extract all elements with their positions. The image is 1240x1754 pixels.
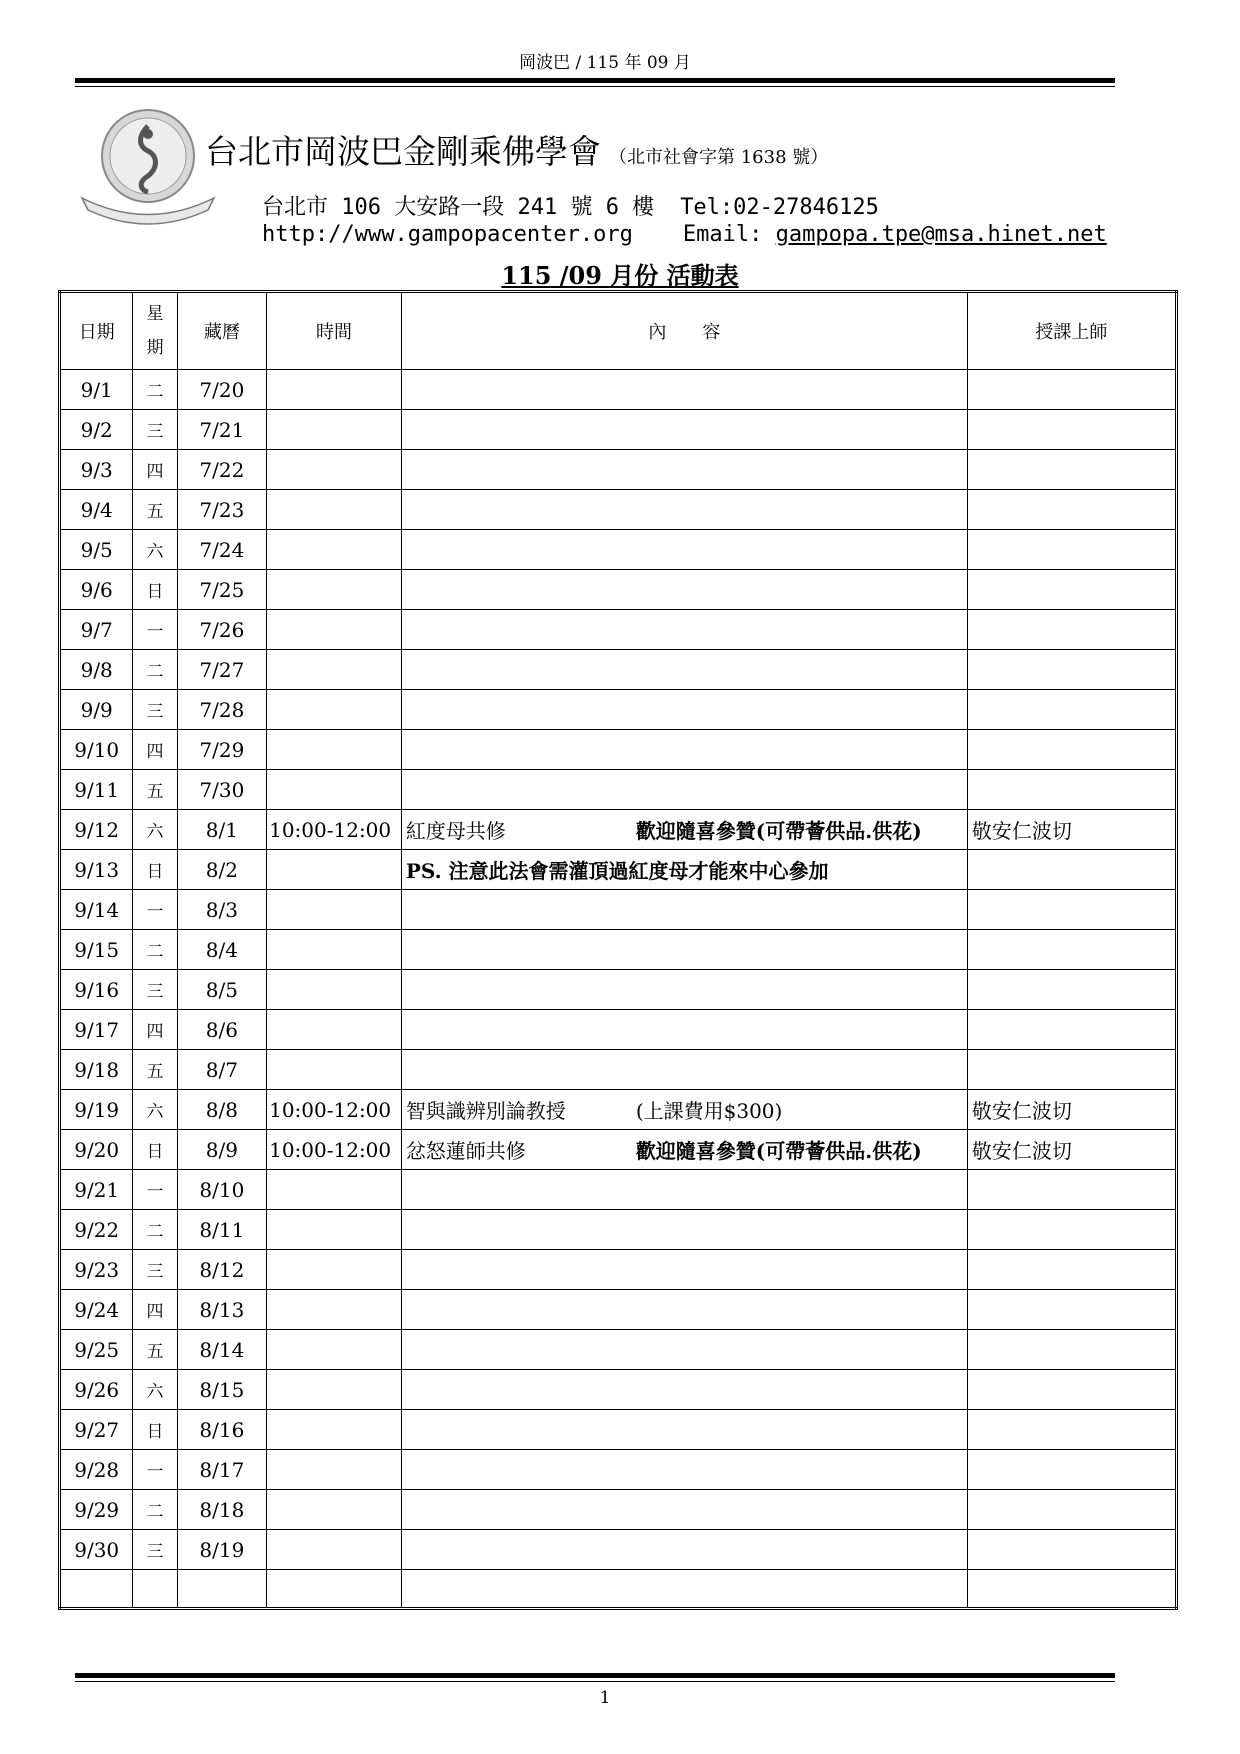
cell-lunar-date: 8/3 [177, 890, 266, 930]
cell-time [267, 1050, 402, 1090]
cell-lunar-date: 7/22 [177, 450, 266, 490]
cell-content [401, 1450, 967, 1490]
cell-weekday: 四 [133, 450, 177, 490]
cell-lunar-date: 8/11 [177, 1210, 266, 1250]
cell-content [401, 1090, 967, 1130]
website-link[interactable]: http://www.gampopacenter.org [262, 222, 633, 247]
cell-weekday: 日 [133, 850, 177, 890]
cell-time [267, 370, 402, 410]
cell-weekday: 三 [133, 1530, 177, 1570]
cell-lunar-date: 8/5 [177, 970, 266, 1010]
cell-empty [177, 1570, 266, 1609]
table-row [60, 1410, 1177, 1450]
cell-time [267, 1290, 402, 1330]
cell-content [401, 810, 967, 850]
cell-lunar-date: 8/4 [177, 930, 266, 970]
cell-weekday: 四 [133, 1290, 177, 1330]
header-weekday-2: 期 [146, 338, 164, 358]
cell-empty [967, 1570, 1176, 1609]
table-row [60, 690, 1177, 730]
header-content: 內 容 [401, 292, 967, 370]
cell-content [401, 1010, 967, 1050]
cell-content [401, 890, 967, 930]
registration-number: （北市社會字第 1638 號） [609, 147, 829, 168]
cell-weekday: 二 [133, 1490, 177, 1530]
address: 台北市 106 大安路一段 241 號 6 樓 [262, 195, 655, 220]
cell-teacher [967, 1170, 1176, 1210]
table-row [60, 1010, 1177, 1050]
cell-content [401, 1210, 967, 1250]
cell-teacher [967, 890, 1176, 930]
cell-weekday: 六 [133, 1090, 177, 1130]
cell-time [267, 850, 402, 890]
cell-lunar-date: 7/29 [177, 730, 266, 770]
cell-lunar-date: 7/26 [177, 610, 266, 650]
cell-content [401, 1290, 967, 1330]
cell-lunar-date: 8/18 [177, 1490, 266, 1530]
table-row [60, 1530, 1177, 1570]
cell-empty [401, 1570, 967, 1609]
cell-teacher [967, 610, 1176, 650]
cell-teacher [967, 370, 1176, 410]
activity-name: 忿怒蓮師共修 [405, 1139, 526, 1163]
activity-name: 智與識辨別論教授 [405, 1099, 566, 1123]
cell-lunar-date: 8/9 [177, 1130, 266, 1170]
cell-lunar-date: 8/10 [177, 1170, 266, 1210]
cell-weekday: 二 [133, 930, 177, 970]
activity-note: PS. 注意此法會需灌頂過紅度母才能來中心參加 [405, 859, 829, 883]
header-weekday-1: 星 [146, 304, 164, 324]
header-date: 日期 [60, 292, 133, 370]
cell-time [267, 690, 402, 730]
header-weekday [133, 292, 177, 370]
cell-date: 9/18 [60, 1050, 133, 1090]
cell-content [401, 610, 967, 650]
cell-teacher [967, 1210, 1176, 1250]
cell-content [401, 370, 967, 410]
cell-date: 9/20 [60, 1130, 133, 1170]
cell-time [267, 610, 402, 650]
cell-time [267, 1330, 402, 1370]
table-row [60, 530, 1177, 570]
cell-weekday: 一 [133, 890, 177, 930]
table-row [60, 1290, 1177, 1330]
cell-teacher [967, 770, 1176, 810]
table-row [60, 570, 1177, 610]
cell-teacher [967, 930, 1176, 970]
table-header-row [60, 292, 1177, 370]
cell-content [401, 690, 967, 730]
cell-teacher [967, 1290, 1176, 1330]
cell-time [267, 650, 402, 690]
cell-date: 9/28 [60, 1450, 133, 1490]
table-row [60, 770, 1177, 810]
cell-teacher [967, 530, 1176, 570]
top-rule [75, 78, 1115, 83]
cell-time [267, 410, 402, 450]
cell-content [401, 1330, 967, 1370]
cell-weekday: 六 [133, 1370, 177, 1410]
cell-time [267, 1010, 402, 1050]
cell-date: 9/15 [60, 930, 133, 970]
email-link[interactable]: gampopa.tpe@msa.hinet.net [775, 222, 1107, 247]
cell-weekday: 三 [133, 970, 177, 1010]
table-row [60, 1370, 1177, 1410]
cell-weekday: 二 [133, 650, 177, 690]
cell-content [401, 450, 967, 490]
activity-note: 歡迎隨喜參贊(可帶薈供品.供花) [635, 819, 922, 843]
header-teacher: 授課上師 [967, 292, 1176, 370]
cell-content [401, 930, 967, 970]
cell-content [401, 1410, 967, 1450]
cell-content [401, 650, 967, 690]
cell-lunar-date: 7/27 [177, 650, 266, 690]
cell-content [401, 730, 967, 770]
cell-teacher [967, 1370, 1176, 1410]
cell-teacher [967, 650, 1176, 690]
table-row [60, 730, 1177, 770]
cell-date: 9/29 [60, 1490, 133, 1530]
cell-time [267, 1490, 402, 1530]
table-row [60, 1130, 1177, 1170]
cell-empty [133, 1570, 177, 1609]
cell-weekday: 四 [133, 730, 177, 770]
cell-content [401, 970, 967, 1010]
cell-content [401, 1530, 967, 1570]
cell-teacher [967, 850, 1176, 890]
cell-lunar-date: 8/13 [177, 1290, 266, 1330]
cell-content [401, 1250, 967, 1290]
cell-date: 9/23 [60, 1250, 133, 1290]
cell-time: 10:00-12:00 [267, 1090, 402, 1130]
cell-date: 9/14 [60, 890, 133, 930]
cell-time [267, 770, 402, 810]
cell-content [401, 850, 967, 890]
cell-content [401, 1370, 967, 1410]
email-label: Email: [682, 222, 763, 247]
cell-content [401, 1130, 967, 1170]
cell-teacher [967, 1050, 1176, 1090]
cell-empty [60, 1570, 133, 1609]
cell-time [267, 1410, 402, 1450]
activity-note: (上課費用$300) [635, 1099, 783, 1123]
table-row [60, 1050, 1177, 1090]
cell-lunar-date: 8/6 [177, 1010, 266, 1050]
cell-date: 9/25 [60, 1330, 133, 1370]
cell-time [267, 530, 402, 570]
cell-time: 10:00-12:00 [267, 810, 402, 850]
cell-weekday: 一 [133, 1450, 177, 1490]
cell-date: 9/5 [60, 530, 133, 570]
cell-date: 9/4 [60, 490, 133, 530]
cell-time [267, 970, 402, 1010]
header-lunar: 藏曆 [177, 292, 266, 370]
cell-time [267, 930, 402, 970]
cell-empty [267, 1570, 402, 1609]
cell-date: 9/11 [60, 770, 133, 810]
cell-lunar-date: 8/19 [177, 1530, 266, 1570]
cell-time [267, 1250, 402, 1290]
cell-lunar-date: 7/24 [177, 530, 266, 570]
cell-weekday: 三 [133, 690, 177, 730]
cell-date: 9/26 [60, 1370, 133, 1410]
table-row-empty [60, 1570, 1177, 1609]
cell-lunar-date: 7/30 [177, 770, 266, 810]
cell-teacher [967, 1010, 1176, 1050]
table-row [60, 1170, 1177, 1210]
organization-name-text: 台北市岡波巴金剛乘佛學會 [205, 132, 601, 171]
cell-content [401, 490, 967, 530]
cell-lunar-date: 8/7 [177, 1050, 266, 1090]
organization-logo-icon [78, 106, 218, 226]
cell-content [401, 1170, 967, 1210]
cell-weekday: 六 [133, 810, 177, 850]
cell-date: 9/2 [60, 410, 133, 450]
cell-weekday: 四 [133, 1010, 177, 1050]
bottom-rule [75, 1673, 1115, 1678]
table-row [60, 890, 1177, 930]
table-row [60, 1330, 1177, 1370]
cell-date: 9/1 [60, 370, 133, 410]
table-row [60, 610, 1177, 650]
cell-weekday: 五 [133, 1050, 177, 1090]
table-row [60, 450, 1177, 490]
address-line [262, 190, 879, 221]
cell-weekday: 二 [133, 370, 177, 410]
table-row [60, 930, 1177, 970]
cell-teacher [967, 490, 1176, 530]
cell-time [267, 890, 402, 930]
cell-date: 9/7 [60, 610, 133, 650]
cell-lunar-date: 8/16 [177, 1410, 266, 1450]
cell-time [267, 1450, 402, 1490]
cell-lunar-date: 7/28 [177, 690, 266, 730]
cell-content [401, 410, 967, 450]
cell-lunar-date: 7/23 [177, 490, 266, 530]
cell-content [401, 530, 967, 570]
page-number: 1 [599, 1688, 611, 1708]
cell-content [401, 1490, 967, 1530]
cell-date: 9/10 [60, 730, 133, 770]
bottom-rule-thin [75, 1681, 1115, 1682]
cell-weekday: 五 [133, 770, 177, 810]
table-row [60, 850, 1177, 890]
cell-time [267, 450, 402, 490]
cell-teacher [967, 1410, 1176, 1450]
schedule-title [0, 256, 1240, 291]
activity-name: 紅度母共修 [405, 819, 506, 843]
cell-lunar-date: 7/21 [177, 410, 266, 450]
cell-teacher: 敬安仁波切 [967, 810, 1176, 850]
cell-weekday: 三 [133, 410, 177, 450]
cell-teacher [967, 1450, 1176, 1490]
cell-weekday: 日 [133, 1410, 177, 1450]
cell-teacher: 敬安仁波切 [967, 1090, 1176, 1130]
cell-teacher [967, 970, 1176, 1010]
cell-teacher [967, 450, 1176, 490]
cell-teacher [967, 570, 1176, 610]
cell-weekday: 日 [133, 1130, 177, 1170]
cell-weekday: 日 [133, 570, 177, 610]
table-row [60, 370, 1177, 410]
table-row [60, 490, 1177, 530]
cell-content [401, 770, 967, 810]
table-row [60, 1250, 1177, 1290]
cell-lunar-date: 8/12 [177, 1250, 266, 1290]
cell-teacher [967, 690, 1176, 730]
cell-date: 9/30 [60, 1530, 133, 1570]
cell-date: 9/27 [60, 1410, 133, 1450]
cell-date: 9/22 [60, 1210, 133, 1250]
cell-time: 10:00-12:00 [267, 1130, 402, 1170]
cell-date: 9/9 [60, 690, 133, 730]
schedule-table [58, 290, 1178, 1610]
table-row [60, 650, 1177, 690]
cell-date: 9/3 [60, 450, 133, 490]
schedule-title-text: 115 /09 月份 活動表 [501, 261, 739, 290]
organization-name [205, 126, 828, 173]
cell-lunar-date: 8/8 [177, 1090, 266, 1130]
contact-line [262, 222, 1107, 247]
cell-teacher [967, 1330, 1176, 1370]
table-row [60, 810, 1177, 850]
cell-time [267, 730, 402, 770]
cell-weekday: 二 [133, 1210, 177, 1250]
cell-date: 9/21 [60, 1170, 133, 1210]
cell-content [401, 1050, 967, 1090]
cell-lunar-date: 8/14 [177, 1330, 266, 1370]
table-row [60, 1210, 1177, 1250]
top-rule-thin [75, 86, 1115, 87]
cell-lunar-date: 8/17 [177, 1450, 266, 1490]
cell-time [267, 1370, 402, 1410]
table-row [60, 1090, 1177, 1130]
cell-weekday: 一 [133, 1170, 177, 1210]
cell-teacher [967, 1250, 1176, 1290]
cell-date: 9/13 [60, 850, 133, 890]
cell-date: 9/19 [60, 1090, 133, 1130]
cell-weekday: 五 [133, 1330, 177, 1370]
table-row [60, 970, 1177, 1010]
cell-teacher [967, 1490, 1176, 1530]
telephone: Tel:02-27846125 [680, 195, 879, 220]
cell-time [267, 1530, 402, 1570]
cell-content [401, 570, 967, 610]
running-header: 岡波巴 / 115 年 09 月 [519, 53, 691, 73]
cell-date: 9/17 [60, 1010, 133, 1050]
cell-lunar-date: 8/15 [177, 1370, 266, 1410]
cell-teacher: 敬安仁波切 [967, 1130, 1176, 1170]
cell-weekday: 五 [133, 490, 177, 530]
header-time: 時間 [267, 292, 402, 370]
cell-date: 9/24 [60, 1290, 133, 1330]
cell-time [267, 570, 402, 610]
cell-date: 9/16 [60, 970, 133, 1010]
cell-lunar-date: 8/2 [177, 850, 266, 890]
cell-teacher [967, 1530, 1176, 1570]
cell-date: 9/6 [60, 570, 133, 610]
cell-date: 9/8 [60, 650, 133, 690]
activity-note: 歡迎隨喜參贊(可帶薈供品.供花) [635, 1139, 922, 1163]
cell-weekday: 六 [133, 530, 177, 570]
cell-teacher [967, 730, 1176, 770]
cell-lunar-date: 7/25 [177, 570, 266, 610]
cell-date: 9/12 [60, 810, 133, 850]
table-row [60, 1450, 1177, 1490]
cell-lunar-date: 8/1 [177, 810, 266, 850]
table-row [60, 410, 1177, 450]
cell-time [267, 1170, 402, 1210]
cell-teacher [967, 410, 1176, 450]
cell-lunar-date: 7/20 [177, 370, 266, 410]
cell-time [267, 490, 402, 530]
cell-weekday: 一 [133, 610, 177, 650]
table-row [60, 1490, 1177, 1530]
cell-weekday: 三 [133, 1250, 177, 1290]
cell-time [267, 1210, 402, 1250]
